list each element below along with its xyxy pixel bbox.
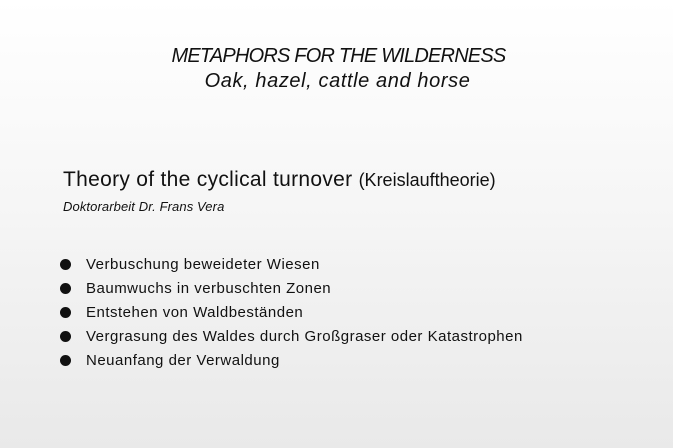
byline: Doktorarbeit Dr. Frans Vera: [63, 199, 225, 214]
title-line-1: METAPHORS FOR THE WILDERNESS: [171, 45, 506, 67]
slide-title: [0, 44, 673, 94]
list-item-text: Vergrasung des Waldes durch Großgraser oder Katastrophen: [86, 327, 523, 345]
list-item-text: Neuanfang der Verwaldung: [86, 351, 280, 369]
list-item: [60, 300, 523, 324]
list-item: [60, 324, 523, 348]
section-heading: [63, 167, 496, 193]
title-line-2: Oak, hazel, cattle and horse: [204, 70, 471, 92]
bullet-dot-icon: [60, 307, 71, 318]
list-item: [60, 276, 523, 300]
bullet-dot-icon: [60, 355, 71, 366]
heading-main: Theory of the cyclical turnover: [63, 168, 359, 191]
list-item: [60, 252, 523, 276]
bullet-dot-icon: [60, 331, 71, 342]
list-item-text: Entstehen von Waldbeständen: [86, 303, 304, 321]
list-item-text: Verbuschung beweideter Wiesen: [86, 255, 320, 273]
list-item-text: Baumwuchs in verbuschten Zonen: [86, 279, 332, 297]
list-item: [60, 348, 523, 372]
bullet-dot-icon: [60, 259, 71, 270]
bullet-dot-icon: [60, 283, 71, 294]
bullet-list: [60, 252, 523, 372]
heading-subtitle: (Kreislauftheorie): [358, 170, 496, 190]
